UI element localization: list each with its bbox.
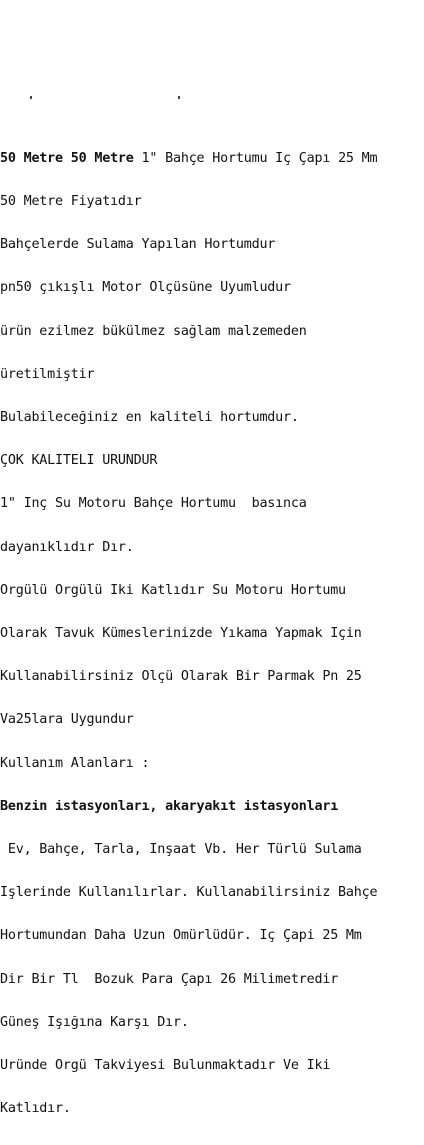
dotted-separator <box>0 96 424 106</box>
description-line: Olarak Tavuk Kümeslerinizde Yıkama Yapmak İçin <box>0 627 362 642</box>
description-line: 1" İnç Su Motoru Bahçe Hortumu basınca <box>0 497 307 512</box>
description-line: Dir Bir Tl Bozuk Para Çapı 26 Milimetredir <box>0 972 339 987</box>
description-line: ürün ezilmez bükülmez sağlam malzemeden <box>0 324 307 339</box>
description-line: Va25lara Uygundur <box>0 713 134 728</box>
description-line: Kullanabilirsiniz Ölçü Olarak Bir Parmak Pn 25 <box>0 670 362 685</box>
description-heading-line <box>0 152 424 166</box>
description-line: dayanıklıdır Dır. <box>0 540 134 555</box>
description-line: Güneş Işığına Karşı Dır. <box>0 1015 189 1030</box>
description-line: Ev, Bahçe, Tarla, İnşaat Vb. Her Türlü Sulama <box>0 843 362 858</box>
description-line: pn50 çıkışlı Motor Ölçüsüne Uyumludur <box>0 281 291 296</box>
product-description-text <box>0 123 424 1145</box>
description-line: ÇOK KALİTELİ ÜRÜNDÜR <box>0 454 158 469</box>
usage-areas-bold-line: Benzin istasyonları, akaryakıt istasyonları <box>0 799 339 814</box>
description-line: Örgülü Örgülü İki Katlıdır Su Motoru Hortumu <box>0 583 346 598</box>
description-line: Bulabileceğiniz en kaliteli hortumdur. <box>0 411 299 426</box>
description-line: Bahçelerde Sulama Yapılan Hortumdur <box>0 238 276 253</box>
description-line: Kullanım Alanları : <box>0 756 150 771</box>
heading-rest-text: 1" Bahçe Hortumu İç Çapı 25 Mm <box>133 151 378 166</box>
description-line: üretilmiştir <box>0 367 95 382</box>
description-line: İşlerinde Kullanılırlar. Kullanabilirsiniz Bahçe <box>0 886 378 901</box>
description-line: Hortumundan Daha Uzun Ömürlüdür. İç Çapi 25 Mm <box>0 929 362 944</box>
description-line: Üründe Örgü Takviyesi Bulunmaktadır Ve İki <box>0 1059 331 1074</box>
separator-dot-left <box>30 96 32 99</box>
separator-dot-right <box>178 96 180 99</box>
heading-bold-text: 50 Metre 50 Metre <box>0 151 134 166</box>
description-line: 50 Metre Fiyatıdır <box>0 195 142 210</box>
description-line: Katlıdır. <box>0 1102 71 1117</box>
